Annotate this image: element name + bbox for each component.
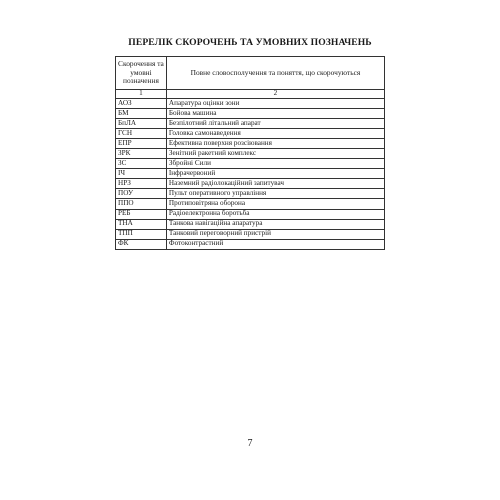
- column-number-2: 2: [166, 90, 384, 99]
- header-full-phrase: Повне словосполучення та поняття, що скорочуються: [166, 57, 384, 90]
- table-row: [116, 199, 385, 209]
- abbreviation-cell: ЗРК: [116, 149, 167, 159]
- abbreviation-cell: АОЗ: [116, 99, 167, 109]
- abbreviation-cell: ЗС: [116, 159, 167, 169]
- abbreviation-cell: ППО: [116, 199, 167, 209]
- table-row: [116, 109, 385, 119]
- table-row: [116, 189, 385, 199]
- table-row: [116, 99, 385, 109]
- table-row: [116, 179, 385, 189]
- full-phrase-cell: Збройні Сили: [166, 159, 384, 169]
- abbreviation-cell: ІЧ: [116, 169, 167, 179]
- abbreviation-cell: ФК: [116, 239, 167, 249]
- full-phrase-cell: Безпілотний літальний апарат: [166, 119, 384, 129]
- full-phrase-cell: Головка самонаведення: [166, 129, 384, 139]
- full-phrase-cell: Фотоконтрастний: [166, 239, 384, 249]
- column-numbers-row: [116, 90, 385, 99]
- table-row: [116, 159, 385, 169]
- full-phrase-cell: Радіоелектронна боротьба: [166, 209, 384, 219]
- abbreviation-cell: БпЛА: [116, 119, 167, 129]
- abbreviation-cell: ЕПР: [116, 139, 167, 149]
- table-row: [116, 209, 385, 219]
- full-phrase-cell: Апаратура оцінки зони: [166, 99, 384, 109]
- table-row: [116, 129, 385, 139]
- abbreviations-table-body: [116, 57, 385, 250]
- page-number: 7: [247, 438, 253, 449]
- full-phrase-cell: Наземний радіолокаційний запитувач: [166, 179, 384, 189]
- full-phrase-cell: Бойова машина: [166, 109, 384, 119]
- abbreviation-cell: ТНА: [116, 219, 167, 229]
- abbreviation-cell: ПОУ: [116, 189, 167, 199]
- full-phrase-cell: Танкова навігаційна апаратура: [166, 219, 384, 229]
- full-phrase-cell: Протиповітряна оборона: [166, 199, 384, 209]
- full-phrase-cell: Інфрачервоний: [166, 169, 384, 179]
- abbreviation-cell: РЕБ: [116, 209, 167, 219]
- full-phrase-cell: Ефективна поверхня розсіювання: [166, 139, 384, 149]
- header-abbreviation: Скорочення та умовні позначення: [116, 57, 167, 90]
- table-row: [116, 169, 385, 179]
- full-phrase-cell: Пульт оперативного управління: [166, 189, 384, 199]
- full-phrase-cell: Танковий переговорний пристрій: [166, 229, 384, 239]
- column-number-1: 1: [116, 90, 167, 99]
- page-title: ПЕРЕЛІК СКОРОЧЕНЬ ТА УМОВНИХ ПОЗНАЧЕНЬ: [128, 37, 372, 48]
- table-header-row: [116, 57, 385, 90]
- abbreviation-cell: ТПП: [116, 229, 167, 239]
- table-row: [116, 219, 385, 229]
- abbreviation-cell: ГСН: [116, 129, 167, 139]
- abbreviation-cell: БМ: [116, 109, 167, 119]
- table-row: [116, 139, 385, 149]
- abbreviations-table: [115, 56, 385, 250]
- table-row: [116, 229, 385, 239]
- full-phrase-cell: Зенітний ракетний комплекс: [166, 149, 384, 159]
- table-row: [116, 239, 385, 249]
- abbreviation-cell: НРЗ: [116, 179, 167, 189]
- table-row: [116, 119, 385, 129]
- table-row: [116, 149, 385, 159]
